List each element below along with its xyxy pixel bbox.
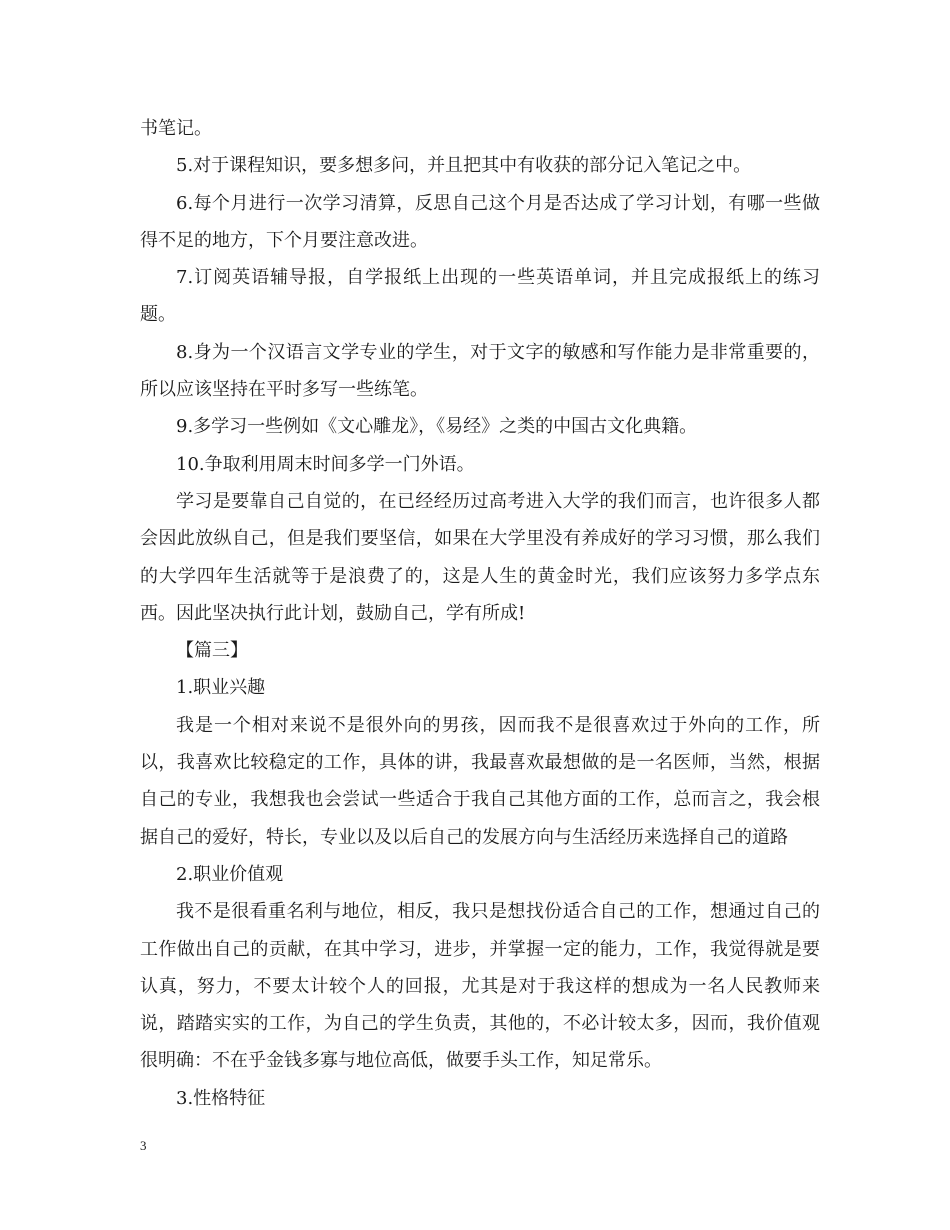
section-heading: 【篇三】 bbox=[176, 640, 248, 662]
list-item: 10.争取利用周末时间多学一门外语。 bbox=[176, 453, 475, 475]
subsection-heading: 2.职业价值观 bbox=[176, 863, 284, 885]
list-item: 6.每个月进行一次学习清算，反思自己这个月是否达成了学习计划，有哪一些做得不足的地方，下个月要注意改进。 bbox=[140, 192, 820, 251]
list-item: 5.对于课程知识，要多想多问，并且把其中有收获的部分记入笔记之中。 bbox=[176, 155, 752, 177]
page-number: 3 bbox=[140, 1138, 147, 1153]
list-item: 9.多学习一些例如《文心雕龙》，《易经》之类的中国古文化典籍。 bbox=[176, 416, 698, 438]
document-body bbox=[140, 110, 820, 1117]
subsection-heading: 3.性格特征 bbox=[176, 1087, 266, 1109]
paragraph: 我是一个相对来说不是很外向的男孩，因而我不是很喜欢过于外向的工作，所以，我喜欢比较稳定的工作，具体的讲，我最喜欢最想做的是一名医师，当然，根据自己的专业，我想我也会尝试一些适合于我自己其他方面的工作，总而言之，我会根据自己的爱好，特长，专业以及以后自己的发展方向与生活经历来选择自己的道路 bbox=[140, 714, 820, 848]
list-item: 8.身为一个汉语言文学专业的学生，对于文字的敏感和写作能力是非常重要的，所以应该坚持在平时多写一些练笔。 bbox=[140, 341, 820, 401]
subsection-heading: 1.职业兴趣 bbox=[176, 677, 266, 699]
list-item: 7.订阅英语辅导报，自学报纸上出现的一些英语单词，并且完成报纸上的练习题。 bbox=[140, 267, 820, 326]
paragraph: 书笔记。 bbox=[140, 118, 212, 139]
paragraph: 我不是很看重名利与地位，相反，我只是想找份适合自己的工作，想通过自己的工作做出自己的贡献，在其中学习，进步，并掌握一定的能力，工作，我觉得就是要认真，努力，不要太计较个人的回报，尤其是对于我这样的想成为一名人民教师来说，踏踏实实的工作，为自己的学生负责，其他的，不必计较太多，因而，我价值观很明确：不在乎金钱多寡与地位高低，做要手头工作，知足常乐。 bbox=[140, 901, 820, 1072]
paragraph: 学习是要靠自己自觉的，在已经经历过高考进入大学的我们而言，也许很多人都会因此放纵自己，但是我们要坚信，如果在大学里没有养成好的学习习惯，那么我们的大学四年生活就等于是浪费了的，这是人生的黄金时光，我们应该努力多学点东西。因此坚决执行此计划，鼓励自己，学有所成! bbox=[140, 490, 820, 624]
